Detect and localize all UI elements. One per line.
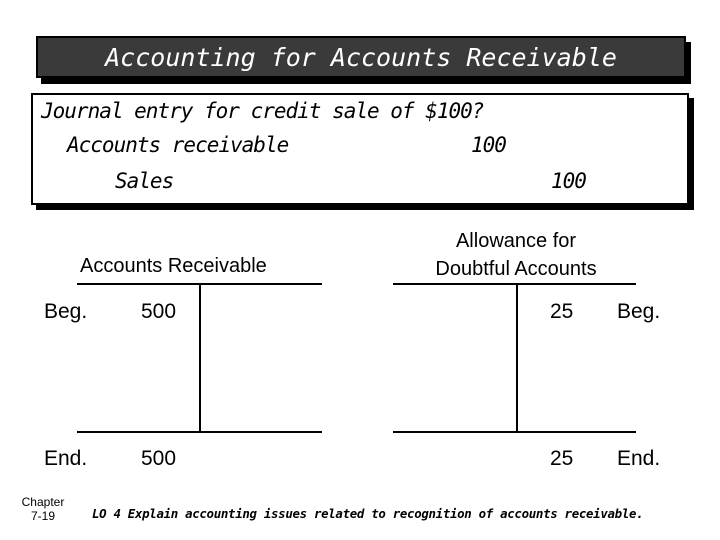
title-banner (36, 36, 686, 78)
journal-entry-box (31, 93, 689, 205)
journal-debit-amount: 100 (471, 133, 506, 157)
t-account-title-accounts-receivable: Accounts Receivable (80, 255, 267, 277)
end-label: End. (44, 447, 88, 470)
slide-title: Accounting for Accounts Receivable (105, 42, 617, 72)
chapter-label: Chapter (21, 495, 65, 509)
journal-credit-account: Sales (115, 169, 174, 193)
chapter-reference (18, 495, 68, 523)
chapter-page: 7-19 (30, 509, 56, 523)
beg-value: 25 (550, 300, 574, 323)
journal-debit-account: Accounts receivable (67, 133, 289, 157)
beg-label: Beg. (44, 300, 88, 323)
t-account-balance-line (77, 431, 322, 433)
t-account-title-allowance-line2: Doubtful Accounts (435, 258, 597, 280)
end-label: End. (617, 447, 661, 470)
beg-label: Beg. (617, 300, 661, 323)
t-account-center-line (199, 284, 201, 431)
t-account-top-line (393, 283, 636, 285)
journal-question: Journal entry for credit sale of $100? (41, 99, 484, 123)
end-value: 500 (141, 447, 177, 470)
beg-value: 500 (141, 300, 177, 323)
end-value: 25 (550, 447, 574, 470)
learning-objective: LO 4 Explain accounting issues related to recognition of accounts receivable. (92, 506, 644, 521)
t-account-balance-line (393, 431, 636, 433)
journal-credit-amount: 100 (551, 169, 586, 193)
t-account-center-line (516, 284, 518, 431)
t-account-title-allowance-line1: Allowance for (455, 230, 577, 252)
